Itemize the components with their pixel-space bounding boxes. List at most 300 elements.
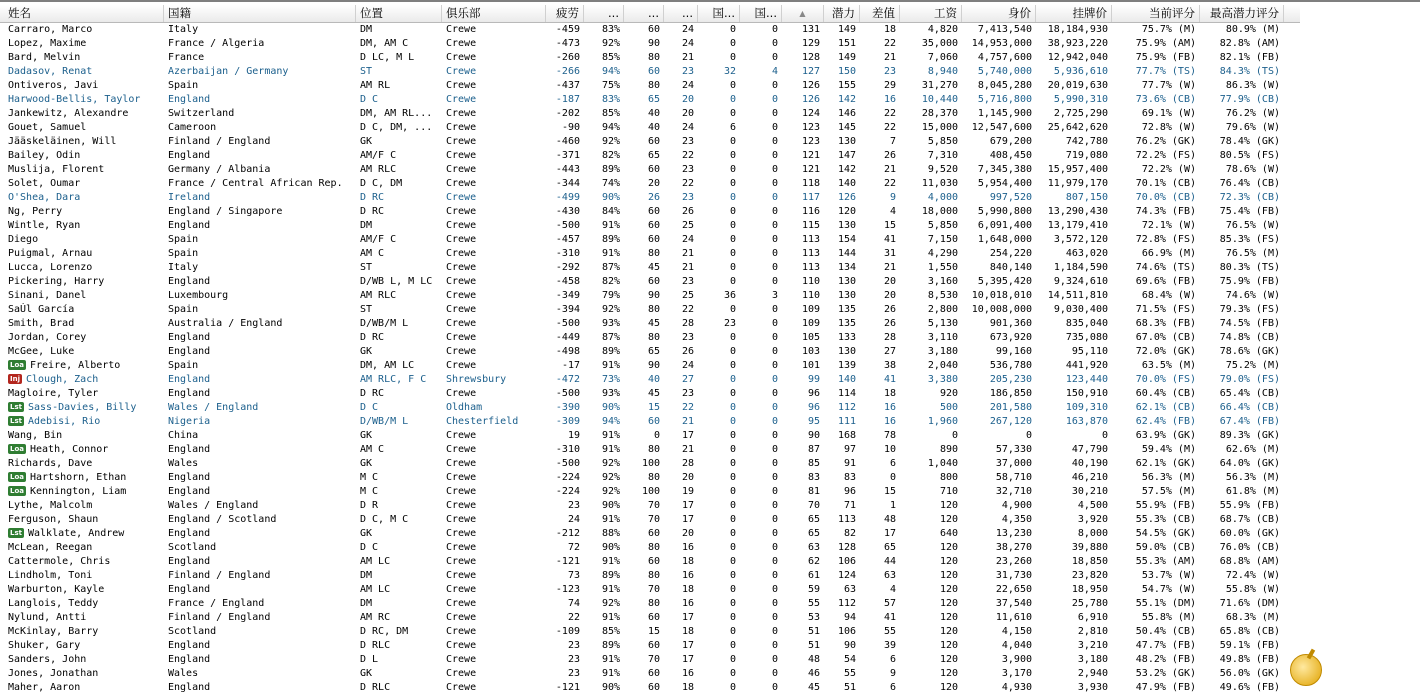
cell-ask: 835,040 xyxy=(1065,318,1108,329)
table-row[interactable] xyxy=(0,303,1300,317)
table-body xyxy=(0,23,1300,695)
cell-m2: 16 xyxy=(681,668,694,679)
table-row[interactable] xyxy=(0,597,1300,611)
cell-intc: 6 xyxy=(729,122,736,133)
cell-pos: D C, DM, ... xyxy=(360,122,433,133)
cell-club: Crewe xyxy=(446,360,477,371)
cell-intg: 0 xyxy=(771,430,778,441)
cell-m1: 90 xyxy=(647,360,660,371)
table-row[interactable] xyxy=(0,79,1300,93)
status-badge-loa: Loa xyxy=(10,361,24,369)
cell-nat: Scotland xyxy=(168,626,217,637)
cell-pa: 150 xyxy=(837,66,856,77)
cell-club: Crewe xyxy=(446,444,477,455)
cell-club: Crewe xyxy=(446,682,477,693)
cell-cond: 89% xyxy=(601,570,620,581)
table-row[interactable] xyxy=(0,457,1300,471)
cell-best: 72.4% (W) xyxy=(1225,570,1280,581)
cell-diff: 1 xyxy=(889,500,896,511)
cell-best: 89.3% (GK) xyxy=(1219,430,1280,441)
cell-club: Crewe xyxy=(446,486,477,497)
cell-m1: 80 xyxy=(647,304,660,315)
cell-club: Crewe xyxy=(446,612,477,623)
cell-club: Crewe xyxy=(446,332,477,343)
cell-intc: 0 xyxy=(729,612,736,623)
cell-m2: 24 xyxy=(681,122,694,133)
table-header xyxy=(0,5,1300,23)
cell-nat: Wales / England xyxy=(168,500,259,511)
cell-value: 37,540 xyxy=(995,598,1032,609)
cell-nat: England xyxy=(168,682,211,693)
cell-m2: 22 xyxy=(681,150,694,161)
cell-ask: 14,511,810 xyxy=(1047,290,1108,301)
cell-diff: 39 xyxy=(883,640,896,651)
cell-name: Lucca, Lorenzo xyxy=(8,262,93,273)
cell-cur: 72.8% (W) xyxy=(1141,122,1196,133)
cell-m1: 60 xyxy=(647,682,660,693)
cell-diff: 26 xyxy=(883,304,896,315)
cell-wage: 120 xyxy=(939,626,958,637)
cell-value: 4,350 xyxy=(1001,514,1032,525)
cell-fatigue: -187 xyxy=(555,94,580,105)
cell-wage: 5,850 xyxy=(927,220,958,231)
cell-pa: 149 xyxy=(837,24,856,35)
cell-m2: 20 xyxy=(681,94,694,105)
cell-wage: 4,290 xyxy=(927,248,958,259)
cell-name: Ontiveros, Javi xyxy=(8,80,99,91)
table-row[interactable] xyxy=(0,681,1300,695)
cell-fatigue: 19 xyxy=(567,430,580,441)
cell-cond: 92% xyxy=(601,38,620,49)
cell-diff: 7 xyxy=(889,136,896,147)
cell-pos: D C xyxy=(360,94,379,105)
cell-m2: 25 xyxy=(681,220,694,231)
column-header-pos[interactable]: 位置 xyxy=(356,5,442,22)
table-row[interactable] xyxy=(0,121,1300,135)
cell-cur: 72.8% (FS) xyxy=(1135,234,1196,245)
cell-m2: 21 xyxy=(681,248,694,259)
table-row[interactable] xyxy=(0,429,1300,443)
table-row[interactable] xyxy=(0,541,1300,555)
player-name[interactable]: Hartshorn, Ethan xyxy=(30,472,127,483)
cell-fatigue: -292 xyxy=(555,262,580,273)
cell-m1: 60 xyxy=(647,136,660,147)
cell-nat: England xyxy=(168,388,211,399)
cell-intc: 0 xyxy=(729,346,736,357)
cell-nat: Ireland xyxy=(168,192,211,203)
cell-value: 997,520 xyxy=(989,192,1032,203)
cell-value: 7,413,540 xyxy=(977,24,1032,35)
cell-value: 23,260 xyxy=(995,556,1032,567)
cell-intg: 0 xyxy=(771,654,778,665)
cell-value: 11,610 xyxy=(995,612,1032,623)
column-header-pa[interactable]: 潜力 xyxy=(824,5,860,22)
cell-value: 99,160 xyxy=(995,346,1032,357)
cell-m2: 22 xyxy=(681,178,694,189)
table-row[interactable] xyxy=(0,401,1300,415)
cell-fatigue: -394 xyxy=(555,304,580,315)
cell-ask: 3,180 xyxy=(1077,654,1108,665)
cell-diff: 41 xyxy=(883,234,896,245)
cell-intg: 0 xyxy=(771,346,778,357)
cell-nat: Finland / England xyxy=(168,570,271,581)
table-row[interactable] xyxy=(0,583,1300,597)
cell-m1: 60 xyxy=(647,416,660,427)
cell-cond: 79% xyxy=(601,290,620,301)
cell-diff: 0 xyxy=(889,472,896,483)
column-header-ask[interactable]: 挂牌价 xyxy=(1036,5,1112,22)
cell-intg: 0 xyxy=(771,500,778,511)
cell-value: 13,230 xyxy=(995,528,1032,539)
cell-pos: D LC, M L xyxy=(360,52,415,63)
cell-best: 64.0% (GK) xyxy=(1219,458,1280,469)
status-badge-loa: Loa xyxy=(10,445,24,453)
player-name[interactable]: Walklate, Andrew xyxy=(27,528,125,539)
cell-ask: 18,184,930 xyxy=(1047,24,1108,35)
cell-ca: 105 xyxy=(801,332,820,343)
cell-fatigue: -212 xyxy=(555,528,580,539)
table-row[interactable] xyxy=(0,471,1300,485)
cell-cond: 75% xyxy=(601,80,620,91)
cell-fatigue: 23 xyxy=(567,654,580,665)
cell-ask: 2,725,290 xyxy=(1053,108,1108,119)
cell-wage: 1,960 xyxy=(927,416,958,427)
player-name[interactable]: Sass-Davies, Billy xyxy=(27,402,137,413)
cell-wage: 120 xyxy=(939,542,958,553)
cell-cur: 63.9% (GK) xyxy=(1135,430,1196,441)
cell-name: Sinani, Danel xyxy=(8,290,87,301)
cell-fatigue: -499 xyxy=(555,192,580,203)
cell-diff: 4 xyxy=(889,584,896,595)
cell-wage: 18,000 xyxy=(921,206,958,217)
cell-value: 254,220 xyxy=(989,248,1032,259)
cell-nat: England xyxy=(168,220,211,231)
cell-pos: D/WB/M L xyxy=(360,416,409,427)
cell-wage: 15,000 xyxy=(921,122,958,133)
column-header-club[interactable]: 俱乐部 xyxy=(442,5,546,22)
cell-nat: Australia / England xyxy=(168,318,283,329)
cell-intc: 0 xyxy=(729,542,736,553)
cell-wage: 120 xyxy=(939,500,958,511)
table-row[interactable] xyxy=(0,107,1300,121)
cell-ca: 62 xyxy=(807,556,820,567)
table-row[interactable] xyxy=(0,345,1300,359)
cell-intc: 0 xyxy=(729,430,736,441)
player-name[interactable]: Freire, Alberto xyxy=(30,360,121,371)
cell-value: 38,270 xyxy=(995,542,1032,553)
table-row[interactable] xyxy=(0,387,1300,401)
cell-cond: 90% xyxy=(601,682,620,693)
table-row[interactable] xyxy=(0,527,1300,541)
cell-pos: M C xyxy=(360,486,379,497)
table-row[interactable] xyxy=(0,373,1300,387)
app-logo-icon xyxy=(1290,654,1322,686)
cell-best: 86.3% (W) xyxy=(1225,80,1280,91)
table-row[interactable] xyxy=(0,23,1300,37)
cell-best: 76.4% (CB) xyxy=(1219,178,1280,189)
table-row[interactable] xyxy=(0,191,1300,205)
cell-m1: 20 xyxy=(647,178,660,189)
cell-club: Crewe xyxy=(446,206,477,217)
column-header-ca[interactable]: ▲ xyxy=(782,5,824,22)
cell-fatigue: -457 xyxy=(555,234,580,245)
cell-name: Warburton, Kayle xyxy=(8,584,105,595)
cell-ca: 109 xyxy=(801,318,820,329)
cell-intc: 0 xyxy=(729,444,736,455)
cell-fatigue: -260 xyxy=(555,52,580,63)
cell-best: 80.9% (M) xyxy=(1225,24,1280,35)
table-row[interactable] xyxy=(0,443,1300,457)
column-header-name[interactable]: 姓名 xyxy=(4,5,164,22)
cell-intc: 0 xyxy=(729,276,736,287)
cell-intg: 0 xyxy=(771,682,778,693)
cell-club: Crewe xyxy=(446,234,477,245)
table-row[interactable] xyxy=(0,611,1300,625)
cell-pa: 113 xyxy=(837,514,856,525)
cell-fatigue: 72 xyxy=(567,542,580,553)
cell-nat: Luxembourg xyxy=(168,290,229,301)
cell-name: Smith, Brad xyxy=(8,318,75,329)
cell-ask: 18,950 xyxy=(1071,584,1108,595)
cell-wage: 3,180 xyxy=(927,346,958,357)
cell-ca: 103 xyxy=(801,346,820,357)
cell-cond: 89% xyxy=(601,234,620,245)
cell-wage: 2,800 xyxy=(927,304,958,315)
column-header-value[interactable]: 身价 xyxy=(962,5,1036,22)
cell-best: 74.6% (W) xyxy=(1225,290,1280,301)
cell-cur: 75.9% (FB) xyxy=(1135,52,1196,63)
cell-nat: Azerbaijan / Germany xyxy=(168,66,289,77)
cell-pa: 71 xyxy=(843,500,856,511)
table-row[interactable] xyxy=(0,639,1300,653)
cell-pos: DM, AM C xyxy=(360,38,409,49)
cell-club: Crewe xyxy=(446,430,477,441)
cell-value: 267,120 xyxy=(989,416,1032,427)
table-row[interactable] xyxy=(0,317,1300,331)
cell-pa: 126 xyxy=(837,192,856,203)
cell-cond: 91% xyxy=(601,248,620,259)
cell-m2: 26 xyxy=(681,346,694,357)
cell-value: 32,710 xyxy=(995,486,1032,497)
player-name[interactable]: Clough, Zach xyxy=(26,374,99,385)
cell-m2: 18 xyxy=(681,556,694,567)
cell-m1: 80 xyxy=(647,80,660,91)
cell-fatigue: 22 xyxy=(567,612,580,623)
table-row[interactable] xyxy=(0,163,1300,177)
table-row[interactable] xyxy=(0,177,1300,191)
cell-pos: DM, AM RL... xyxy=(360,108,433,119)
table-row[interactable] xyxy=(0,555,1300,569)
cell-intc: 0 xyxy=(729,570,736,581)
cell-value: 6,091,400 xyxy=(977,220,1032,231)
column-header-intc[interactable]: 国... xyxy=(698,5,740,22)
cell-cur: 63.5% (M) xyxy=(1141,360,1196,371)
cell-nat: England xyxy=(168,332,211,343)
cell-m2: 17 xyxy=(681,612,694,623)
cell-wage: 2,040 xyxy=(927,360,958,371)
cell-best: 65.4% (CB) xyxy=(1219,388,1280,399)
cell-cond: 92% xyxy=(601,486,620,497)
cell-m2: 16 xyxy=(681,542,694,553)
table-row[interactable] xyxy=(0,205,1300,219)
cell-value: 57,330 xyxy=(995,444,1032,455)
table-row[interactable] xyxy=(0,93,1300,107)
cell-diff: 20 xyxy=(883,276,896,287)
cell-nat: Spain xyxy=(168,234,199,245)
column-header-m2[interactable]: ... xyxy=(664,5,698,22)
cell-intg: 0 xyxy=(771,164,778,175)
cell-wage: 3,160 xyxy=(927,276,958,287)
column-header-cur[interactable]: 当前评分 xyxy=(1112,5,1200,22)
cell-name xyxy=(4,485,164,499)
cell-intc: 23 xyxy=(723,318,736,329)
cell-best: 76.5% (M) xyxy=(1225,248,1280,259)
table-row[interactable] xyxy=(0,289,1300,303)
table-row[interactable] xyxy=(0,569,1300,583)
table-row[interactable] xyxy=(0,359,1300,373)
cell-m1: 60 xyxy=(647,276,660,287)
cell-club: Crewe xyxy=(446,24,477,35)
cell-nat: England xyxy=(168,276,211,287)
cell-pos: D C xyxy=(360,542,379,553)
cell-fatigue: 23 xyxy=(567,668,580,679)
cell-wage: 4,820 xyxy=(927,24,958,35)
player-name[interactable]: Adebisi, Rio xyxy=(27,416,101,427)
cell-pa: 63 xyxy=(843,584,856,595)
cell-m1: 70 xyxy=(647,584,660,595)
cell-cond: 91% xyxy=(601,360,620,371)
cell-intc: 0 xyxy=(729,374,736,385)
cell-ask: 3,930 xyxy=(1077,682,1108,693)
cell-nat: England / Scotland xyxy=(168,514,277,525)
cell-nat: England xyxy=(168,640,211,651)
cell-pos: AM RL xyxy=(360,80,391,91)
cell-value: 408,450 xyxy=(989,150,1032,161)
table-row[interactable] xyxy=(0,233,1300,247)
table-row[interactable] xyxy=(0,149,1300,163)
table-row[interactable] xyxy=(0,275,1300,289)
cell-pa: 139 xyxy=(837,360,856,371)
cell-m2: 20 xyxy=(681,108,694,119)
cell-m2: 24 xyxy=(681,234,694,245)
cell-pos: GK xyxy=(360,346,373,357)
cell-best: 75.4% (FB) xyxy=(1219,206,1280,217)
table-row[interactable] xyxy=(0,667,1300,681)
cell-m2: 21 xyxy=(681,444,694,455)
table-row[interactable] xyxy=(0,261,1300,275)
cell-club: Shrewsbury xyxy=(446,374,507,385)
cell-pos: ST xyxy=(360,262,373,273)
cell-nat: England xyxy=(168,374,211,385)
cell-pos: D R xyxy=(360,500,379,511)
cell-intg: 0 xyxy=(771,178,778,189)
cell-intg: 0 xyxy=(771,486,778,497)
cell-nat: Nigeria xyxy=(168,416,211,427)
cell-ca: 129 xyxy=(801,38,820,49)
table-row[interactable] xyxy=(0,331,1300,345)
table-row[interactable] xyxy=(0,653,1300,667)
cell-ca: 46 xyxy=(807,668,820,679)
cell-pa: 151 xyxy=(837,38,856,49)
cell-intg: 0 xyxy=(771,542,778,553)
column-header-cond[interactable]: ... xyxy=(584,5,624,22)
cell-nat: England / Singapore xyxy=(168,206,283,217)
cell-value: 840,140 xyxy=(989,262,1032,273)
cell-m2: 24 xyxy=(681,24,694,35)
cell-m1: 80 xyxy=(647,472,660,483)
table-row[interactable] xyxy=(0,135,1300,149)
cell-pa: 144 xyxy=(837,248,856,259)
cell-ask: 15,957,400 xyxy=(1047,164,1108,175)
cell-cur: 55.1% (DM) xyxy=(1135,598,1196,609)
cell-best: 76.2% (W) xyxy=(1225,108,1280,119)
table-row[interactable] xyxy=(0,37,1300,51)
column-header-diff[interactable]: 差值 xyxy=(860,5,900,22)
table-row[interactable] xyxy=(0,625,1300,639)
cell-name: Solet, Oumar xyxy=(8,178,81,189)
cell-club: Crewe xyxy=(446,122,477,133)
column-header-wage[interactable]: 工资 xyxy=(900,5,962,22)
cell-m2: 23 xyxy=(681,276,694,287)
cell-pos: D RLC xyxy=(360,640,391,651)
cell-ca: 53 xyxy=(807,612,820,623)
table-row[interactable] xyxy=(0,485,1300,499)
table-row[interactable] xyxy=(0,51,1300,65)
cell-club: Crewe xyxy=(446,80,477,91)
cell-m1: 100 xyxy=(641,458,660,469)
cell-cond: 74% xyxy=(601,178,620,189)
cell-cond: 91% xyxy=(601,514,620,525)
table-row[interactable] xyxy=(0,513,1300,527)
column-header-m1[interactable]: ... xyxy=(624,5,664,22)
cell-ask: 5,936,610 xyxy=(1053,66,1108,77)
cell-best: 59.1% (FB) xyxy=(1219,640,1280,651)
cell-intc: 0 xyxy=(729,514,736,525)
cell-cond: 91% xyxy=(601,654,620,665)
cell-diff: 4 xyxy=(889,206,896,217)
cell-nat: Wales xyxy=(168,458,199,469)
column-header-best[interactable]: 最高潜力评分 xyxy=(1200,5,1284,22)
table-row[interactable] xyxy=(0,499,1300,513)
cell-ca: 110 xyxy=(801,276,820,287)
cell-diff: 16 xyxy=(883,416,896,427)
column-header-intg[interactable]: 国... xyxy=(740,5,782,22)
table-row[interactable] xyxy=(0,65,1300,79)
cell-pa: 124 xyxy=(837,570,856,581)
cell-wage: 890 xyxy=(939,444,958,455)
player-name[interactable]: Heath, Connor xyxy=(30,444,109,455)
cell-club: Crewe xyxy=(446,668,477,679)
table-row[interactable] xyxy=(0,415,1300,429)
cell-diff: 22 xyxy=(883,178,896,189)
cell-cond: 89% xyxy=(601,640,620,651)
player-name[interactable]: Kennington, Liam xyxy=(30,486,127,497)
cell-wage: 9,520 xyxy=(927,164,958,175)
cell-name: Maher, Aaron xyxy=(8,682,81,693)
column-header-fatigue[interactable]: 疲劳 xyxy=(546,5,584,22)
cell-ask: 40,190 xyxy=(1071,458,1108,469)
cell-cur: 72.2% (W) xyxy=(1141,164,1196,175)
cell-pa: 140 xyxy=(837,178,856,189)
table-row[interactable] xyxy=(0,219,1300,233)
cell-fatigue: -17 xyxy=(561,360,580,371)
cell-diff: 27 xyxy=(883,346,896,357)
column-header-nat[interactable]: 国籍 xyxy=(164,5,356,22)
cell-ca: 85 xyxy=(807,458,820,469)
cell-name: Harwood-Bellis, Taylor xyxy=(8,94,141,105)
table-row[interactable] xyxy=(0,247,1300,261)
cell-wage: 3,380 xyxy=(927,374,958,385)
